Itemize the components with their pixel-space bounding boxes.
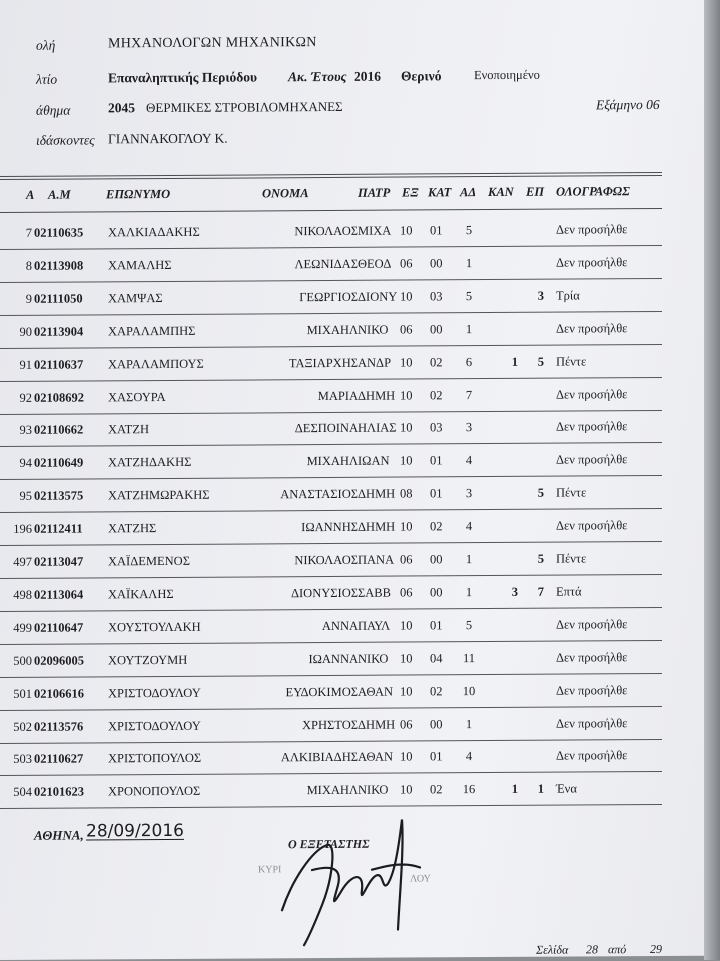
cell-patr: ΑΝΔΡ bbox=[358, 355, 391, 370]
cell-ex: 06 bbox=[400, 256, 413, 271]
cell-ep: 1 bbox=[520, 782, 544, 797]
page-total: 29 bbox=[650, 942, 662, 957]
cell-aa: 503 bbox=[0, 752, 32, 767]
cell-ad: 1 bbox=[454, 717, 484, 732]
cell-ex: 10 bbox=[400, 454, 413, 469]
cell-ad: 7 bbox=[454, 388, 484, 403]
cell-ep: 7 bbox=[520, 585, 544, 600]
cell-olografos: Δεν προσήλθε bbox=[556, 452, 627, 467]
cell-ad: 1 bbox=[454, 322, 484, 337]
table-row bbox=[0, 576, 704, 612]
cell-ex: 06 bbox=[400, 322, 413, 337]
school-value: ΜΗΧΑΝΟΛΟΓΩΝ ΜΗΧΑΝΙΚΩΝ bbox=[108, 35, 317, 52]
cell-am: 02110627 bbox=[34, 752, 83, 767]
cell-kat: 01 bbox=[430, 750, 443, 765]
cell-ex: 10 bbox=[400, 223, 413, 238]
cell-olografos: Τρία bbox=[556, 288, 580, 303]
cell-eponymo: ΧΡΙΣΤΟΔΟΥΛΟΥ bbox=[108, 685, 201, 701]
cell-aa: 196 bbox=[0, 522, 32, 537]
table-row bbox=[0, 608, 704, 644]
cell-ad: 5 bbox=[454, 223, 484, 238]
cell-ex: 06 bbox=[400, 717, 413, 732]
period-value: Επαναληπτικής Περιόδου bbox=[108, 69, 257, 86]
cell-ad: 16 bbox=[454, 782, 484, 797]
cell-patr: ΜΙΧΑ bbox=[358, 224, 391, 239]
cell-onoma: ΓΕΩΡΓΙΟΣ bbox=[258, 290, 358, 306]
col-patr: ΠΑΤΡ bbox=[358, 186, 390, 201]
cell-onoma: ΑΝΑΣΤΑΣΙΟΣ bbox=[258, 487, 358, 503]
city-label: ΑΘΗΝΑ, bbox=[34, 827, 84, 843]
cell-patr: ΑΘΑΝ bbox=[358, 750, 393, 765]
cell-kat: 01 bbox=[430, 486, 443, 501]
date-handwritten: 28/09/2016 bbox=[86, 821, 184, 842]
cell-onoma: ΔΕΣΠΟΙΝΑ bbox=[258, 421, 358, 437]
cell-patr: ΔΗΜΗ bbox=[358, 717, 395, 732]
table-row bbox=[0, 214, 704, 250]
cell-olografos: Δεν προσήλθε bbox=[556, 420, 627, 435]
cell-olografos: Δεν προσήλθε bbox=[556, 617, 627, 632]
course-name: ΘΕΡΜΙΚΕΣ ΣΤΡΟΒΙΛΟΜΗΧΑΝΕΣ bbox=[146, 99, 343, 116]
row-divider bbox=[0, 804, 662, 809]
cell-ex: 06 bbox=[400, 585, 413, 600]
cell-kat: 00 bbox=[430, 552, 443, 567]
cell-ad: 3 bbox=[454, 420, 484, 435]
cell-am: 02113064 bbox=[34, 587, 83, 602]
cell-ad: 4 bbox=[454, 453, 484, 468]
cell-eponymo: ΧΑΤΖΗΔΑΚΗΣ bbox=[108, 455, 191, 471]
semester: Εξάμηνο 06 bbox=[596, 97, 660, 113]
cell-eponymo: ΧΡΙΣΤΟΔΟΥΛΟΥ bbox=[108, 718, 201, 734]
cell-kat: 04 bbox=[430, 651, 443, 666]
cell-eponymo: ΧΑΤΖΗ bbox=[108, 422, 149, 437]
cell-patr: ΣΑΒΒ bbox=[358, 586, 391, 601]
period-label: λτίο bbox=[36, 72, 57, 88]
cell-kat: 02 bbox=[430, 388, 443, 403]
cell-eponymo: ΧΑΤΖΗΣ bbox=[108, 521, 156, 536]
cell-onoma: ΜΙΧΑΗΛ bbox=[258, 323, 358, 339]
cell-ad: 4 bbox=[454, 519, 484, 534]
col-ex: ΕΞ bbox=[402, 185, 419, 200]
cell-kan: 1 bbox=[488, 354, 518, 369]
cell-kat: 01 bbox=[430, 223, 443, 238]
cell-olografos: Δεν προσήλθε bbox=[556, 387, 627, 402]
cell-patr: ΘΕΟΔ bbox=[358, 256, 391, 271]
cell-kat: 00 bbox=[430, 256, 443, 271]
cell-ad: 11 bbox=[454, 651, 484, 666]
cell-aa: 500 bbox=[0, 653, 32, 668]
cell-patr: ΔΗΜΗ bbox=[358, 388, 395, 403]
cell-patr: ΠΑΝΑ bbox=[358, 553, 394, 568]
cell-ad: 5 bbox=[454, 618, 484, 633]
cell-patr: ΝΙΚΟ bbox=[358, 322, 388, 337]
cell-patr: ΔΗΜΗ bbox=[358, 487, 395, 502]
cell-ad: 4 bbox=[454, 749, 484, 764]
cell-am: 02111050 bbox=[34, 291, 83, 306]
cell-onoma: ΛΕΩΝΙΔΑΣ bbox=[258, 257, 358, 273]
table-row bbox=[0, 411, 704, 447]
table-row bbox=[0, 674, 704, 710]
cell-kat: 00 bbox=[430, 717, 443, 732]
cell-ep: 5 bbox=[520, 486, 544, 501]
cell-am: 02113047 bbox=[34, 554, 83, 569]
cell-kan: 3 bbox=[488, 585, 518, 600]
cell-ex: 10 bbox=[400, 421, 413, 436]
cell-olografos: Πέντε bbox=[556, 354, 586, 369]
cell-am: 02113576 bbox=[34, 719, 83, 734]
cell-aa: 497 bbox=[0, 555, 32, 570]
cell-patr: ΑΘΑΝ bbox=[358, 684, 393, 699]
table-row bbox=[0, 247, 704, 283]
cell-eponymo: ΧΑΛΚΙΑΔΑΚΗΣ bbox=[108, 225, 200, 241]
cell-am: 02110647 bbox=[34, 620, 83, 635]
cell-ex: 10 bbox=[400, 750, 413, 765]
stamp-tail: ΛΟΥ bbox=[410, 873, 431, 884]
table-row bbox=[0, 279, 704, 315]
cell-eponymo: ΧΡΙΣΤΟΠΟΥΛΟΣ bbox=[108, 751, 201, 767]
cell-onoma: ΝΙΚΟΛΑΟΣ bbox=[258, 224, 358, 240]
cell-aa: 501 bbox=[0, 686, 32, 701]
page-label: Σελίδα bbox=[536, 943, 568, 958]
table-row bbox=[0, 312, 704, 348]
cell-olografos: Δεν προσήλθε bbox=[556, 321, 627, 336]
cell-olografos: Δεν προσήλθε bbox=[556, 518, 627, 533]
col-kan: ΚΑΝ bbox=[488, 185, 514, 200]
cell-ad: 1 bbox=[454, 552, 484, 567]
cell-ep: 3 bbox=[520, 288, 544, 303]
cell-aa: 90 bbox=[0, 324, 32, 339]
season-value: Θερινό bbox=[401, 68, 441, 84]
cell-kat: 02 bbox=[430, 519, 443, 534]
status-value: Ενοποιημένο bbox=[474, 68, 540, 83]
cell-ad: 1 bbox=[454, 585, 484, 600]
table-row bbox=[0, 543, 704, 579]
table-row bbox=[0, 707, 704, 743]
cell-onoma: ΧΡΗΣΤΟΣ bbox=[258, 717, 358, 733]
table-row bbox=[0, 740, 704, 776]
course-label: άθημα bbox=[36, 103, 70, 119]
cell-olografos: Δεν προσήλθε bbox=[556, 255, 627, 270]
cell-olografos: Δεν προσήλθε bbox=[556, 222, 627, 237]
cell-aa: 93 bbox=[0, 423, 32, 438]
cell-kat: 02 bbox=[430, 783, 443, 798]
col-ad: ΑΔ bbox=[460, 185, 476, 200]
cell-patr: ΔΙΟΝΥ bbox=[358, 289, 397, 304]
cell-ex: 10 bbox=[400, 355, 413, 370]
page-edge-shadow bbox=[704, 0, 720, 960]
cell-ep: 5 bbox=[520, 354, 544, 369]
cell-patr: ΔΗΜΗ bbox=[358, 520, 395, 535]
cell-am: 02113908 bbox=[34, 258, 83, 273]
cell-ex: 08 bbox=[400, 487, 413, 502]
cell-eponymo: ΧΑΜΑΛΗΣ bbox=[108, 258, 172, 273]
cell-aa: 499 bbox=[0, 621, 32, 636]
cell-onoma: ΜΑΡΙΑ bbox=[258, 388, 358, 404]
cell-am: 02096005 bbox=[34, 653, 84, 668]
cell-kat: 02 bbox=[430, 355, 443, 370]
cell-am: 02101623 bbox=[34, 785, 84, 800]
cell-kat: 02 bbox=[430, 684, 443, 699]
cell-ad: 1 bbox=[454, 256, 484, 271]
cell-ex: 10 bbox=[400, 388, 413, 403]
cell-aa: 92 bbox=[0, 390, 32, 405]
cell-am: 02112411 bbox=[34, 522, 83, 537]
cell-kat: 03 bbox=[430, 421, 443, 436]
cell-olografos: Πέντε bbox=[556, 486, 586, 501]
cell-am: 02113575 bbox=[34, 489, 83, 504]
cell-onoma: ΜΙΧΑΗΛ bbox=[258, 783, 358, 799]
cell-aa: 94 bbox=[0, 456, 32, 471]
cell-eponymo: ΧΡΟΝΟΠΟΥΛΟΣ bbox=[108, 784, 200, 800]
cell-eponymo: ΧΟΥΣΤΟΥΛΑΚΗ bbox=[108, 620, 201, 636]
cell-ad: 5 bbox=[454, 289, 484, 304]
cell-aa: 8 bbox=[0, 259, 32, 274]
cell-onoma: ΑΝΝΑ bbox=[258, 619, 358, 635]
cell-ad: 10 bbox=[454, 684, 484, 699]
cell-eponymo: ΧΟΥΤΖΟΥΜΗ bbox=[108, 653, 187, 668]
cell-eponymo: ΧΑΡΑΛΑΜΠΟΥΣ bbox=[108, 356, 204, 372]
cell-eponymo: ΧΑΪΔΕΜΕΝΟΣ bbox=[108, 554, 190, 570]
col-ep: ΕΠ bbox=[526, 185, 544, 200]
cell-ex: 10 bbox=[400, 783, 413, 798]
table-row bbox=[0, 477, 704, 513]
cell-aa: 498 bbox=[0, 588, 32, 603]
cell-kat: 01 bbox=[430, 454, 443, 469]
cell-ex: 06 bbox=[400, 552, 413, 567]
cell-eponymo: ΧΑΡΑΛΑΜΠΗΣ bbox=[108, 323, 195, 339]
stamp-text: ΚΥΡΙ bbox=[258, 864, 281, 875]
cell-olografos: Δεν προσήλθε bbox=[556, 716, 627, 731]
cell-onoma: ΤΑΞΙΑΡΧΗΣ bbox=[258, 355, 358, 371]
cell-ex: 10 bbox=[400, 520, 413, 535]
teacher-label: ιδάσκοντες bbox=[36, 132, 95, 148]
cell-am: 02106616 bbox=[34, 686, 84, 701]
cell-eponymo: ΧΑΤΖΗΜΩΡΑΚΗΣ bbox=[108, 488, 210, 504]
cell-olografos: Δεν προσήλθε bbox=[556, 683, 627, 698]
cell-kat: 01 bbox=[430, 618, 443, 633]
cell-olografos: Δεν προσήλθε bbox=[556, 749, 627, 764]
cell-aa: 504 bbox=[0, 785, 32, 800]
col-olografos: ΟΛΟΓΡΑΦΩΣ bbox=[556, 184, 630, 199]
cell-am: 02108692 bbox=[34, 390, 84, 405]
cell-ad: 6 bbox=[454, 355, 484, 370]
cell-aa: 7 bbox=[0, 226, 32, 241]
col-eponymo: ΕΠΩΝΥΜΟ bbox=[106, 187, 170, 202]
table-row bbox=[0, 378, 704, 414]
page-number: 28 bbox=[586, 942, 598, 957]
cell-onoma: ΙΩΑΝΝΑ bbox=[258, 652, 358, 668]
year-label: Ακ. Έτους bbox=[288, 69, 347, 85]
cell-kat: 00 bbox=[430, 322, 443, 337]
cell-am: 02110662 bbox=[34, 423, 83, 438]
cell-onoma: ΝΙΚΟΛΑΟΣ bbox=[258, 553, 358, 569]
cell-onoma: ΕΥΔΟΚΙΜΟΣ bbox=[258, 684, 358, 700]
table-row bbox=[0, 510, 704, 546]
school-label: ολή bbox=[36, 38, 55, 54]
table-row bbox=[0, 773, 704, 809]
cell-ad: 3 bbox=[454, 486, 484, 501]
cell-kan: 1 bbox=[488, 782, 518, 797]
col-aa: Α bbox=[26, 188, 34, 203]
cell-aa: 502 bbox=[0, 719, 32, 734]
cell-am: 02110649 bbox=[34, 456, 83, 471]
cell-olografos: Ένα bbox=[556, 782, 577, 797]
cell-patr: ΙΩΑΝ bbox=[358, 454, 390, 469]
cell-eponymo: ΧΑΜΨΑΣ bbox=[108, 291, 163, 306]
cell-ex: 10 bbox=[400, 289, 413, 304]
col-am: Α.Μ bbox=[48, 188, 71, 203]
cell-aa: 91 bbox=[0, 357, 32, 372]
table-row bbox=[0, 345, 704, 381]
examiner-label: Ο ΕΞΕΤΑΣΤΗΣ bbox=[288, 837, 370, 852]
col-kat: ΚΑΤ bbox=[428, 185, 451, 200]
cell-eponymo: ΧΑΪΚΑΛΗΣ bbox=[108, 587, 174, 602]
cell-ex: 10 bbox=[400, 684, 413, 699]
cell-ex: 10 bbox=[400, 618, 413, 633]
table-row bbox=[0, 641, 704, 677]
cell-ex: 10 bbox=[400, 651, 413, 666]
cell-kat: 00 bbox=[430, 585, 443, 600]
cell-eponymo: ΧΑΣΟΥΡΑ bbox=[108, 389, 166, 404]
cell-kat: 03 bbox=[430, 289, 443, 304]
course-code: 2045 bbox=[108, 100, 135, 116]
cell-aa: 95 bbox=[0, 489, 32, 504]
cell-olografos: Πέντε bbox=[556, 551, 586, 566]
cell-onoma: ΜΙΧΑΗΛ bbox=[258, 454, 358, 470]
teacher-value: ΓΙΑΝΝΑΚΟΓΛΟΥ Κ. bbox=[108, 131, 228, 148]
cell-onoma: ΔΙΟΝΥΣΙΟΣ bbox=[258, 586, 358, 602]
cell-onoma: ΙΩΑΝΝΗΣ bbox=[258, 520, 358, 536]
cell-olografos: Επτά bbox=[556, 584, 582, 599]
cell-patr: ΝΙΚΟ bbox=[358, 651, 388, 666]
table-row bbox=[0, 444, 704, 480]
cell-am: 02110635 bbox=[34, 225, 83, 240]
cell-patr: ΠΑΥΛ bbox=[358, 618, 390, 633]
col-onoma: ΟΝΟΜΑ bbox=[262, 186, 309, 201]
cell-am: 02110637 bbox=[34, 357, 83, 372]
cell-ep: 5 bbox=[520, 552, 544, 567]
table-header-rule bbox=[0, 208, 662, 213]
page-of-label: από bbox=[608, 942, 626, 957]
cell-olografos: Δεν προσήλθε bbox=[556, 650, 627, 665]
cell-patr: ΝΙΚΟ bbox=[358, 783, 388, 798]
cell-aa: 9 bbox=[0, 292, 32, 307]
cell-patr: ΗΛΙΑΣ bbox=[358, 421, 397, 436]
examiner-signature bbox=[272, 809, 422, 950]
cell-onoma: ΑΛΚΙΒΙΑΔΗΣ bbox=[258, 750, 358, 766]
year-value: 2016 bbox=[354, 69, 381, 85]
cell-am: 02113904 bbox=[34, 324, 83, 339]
